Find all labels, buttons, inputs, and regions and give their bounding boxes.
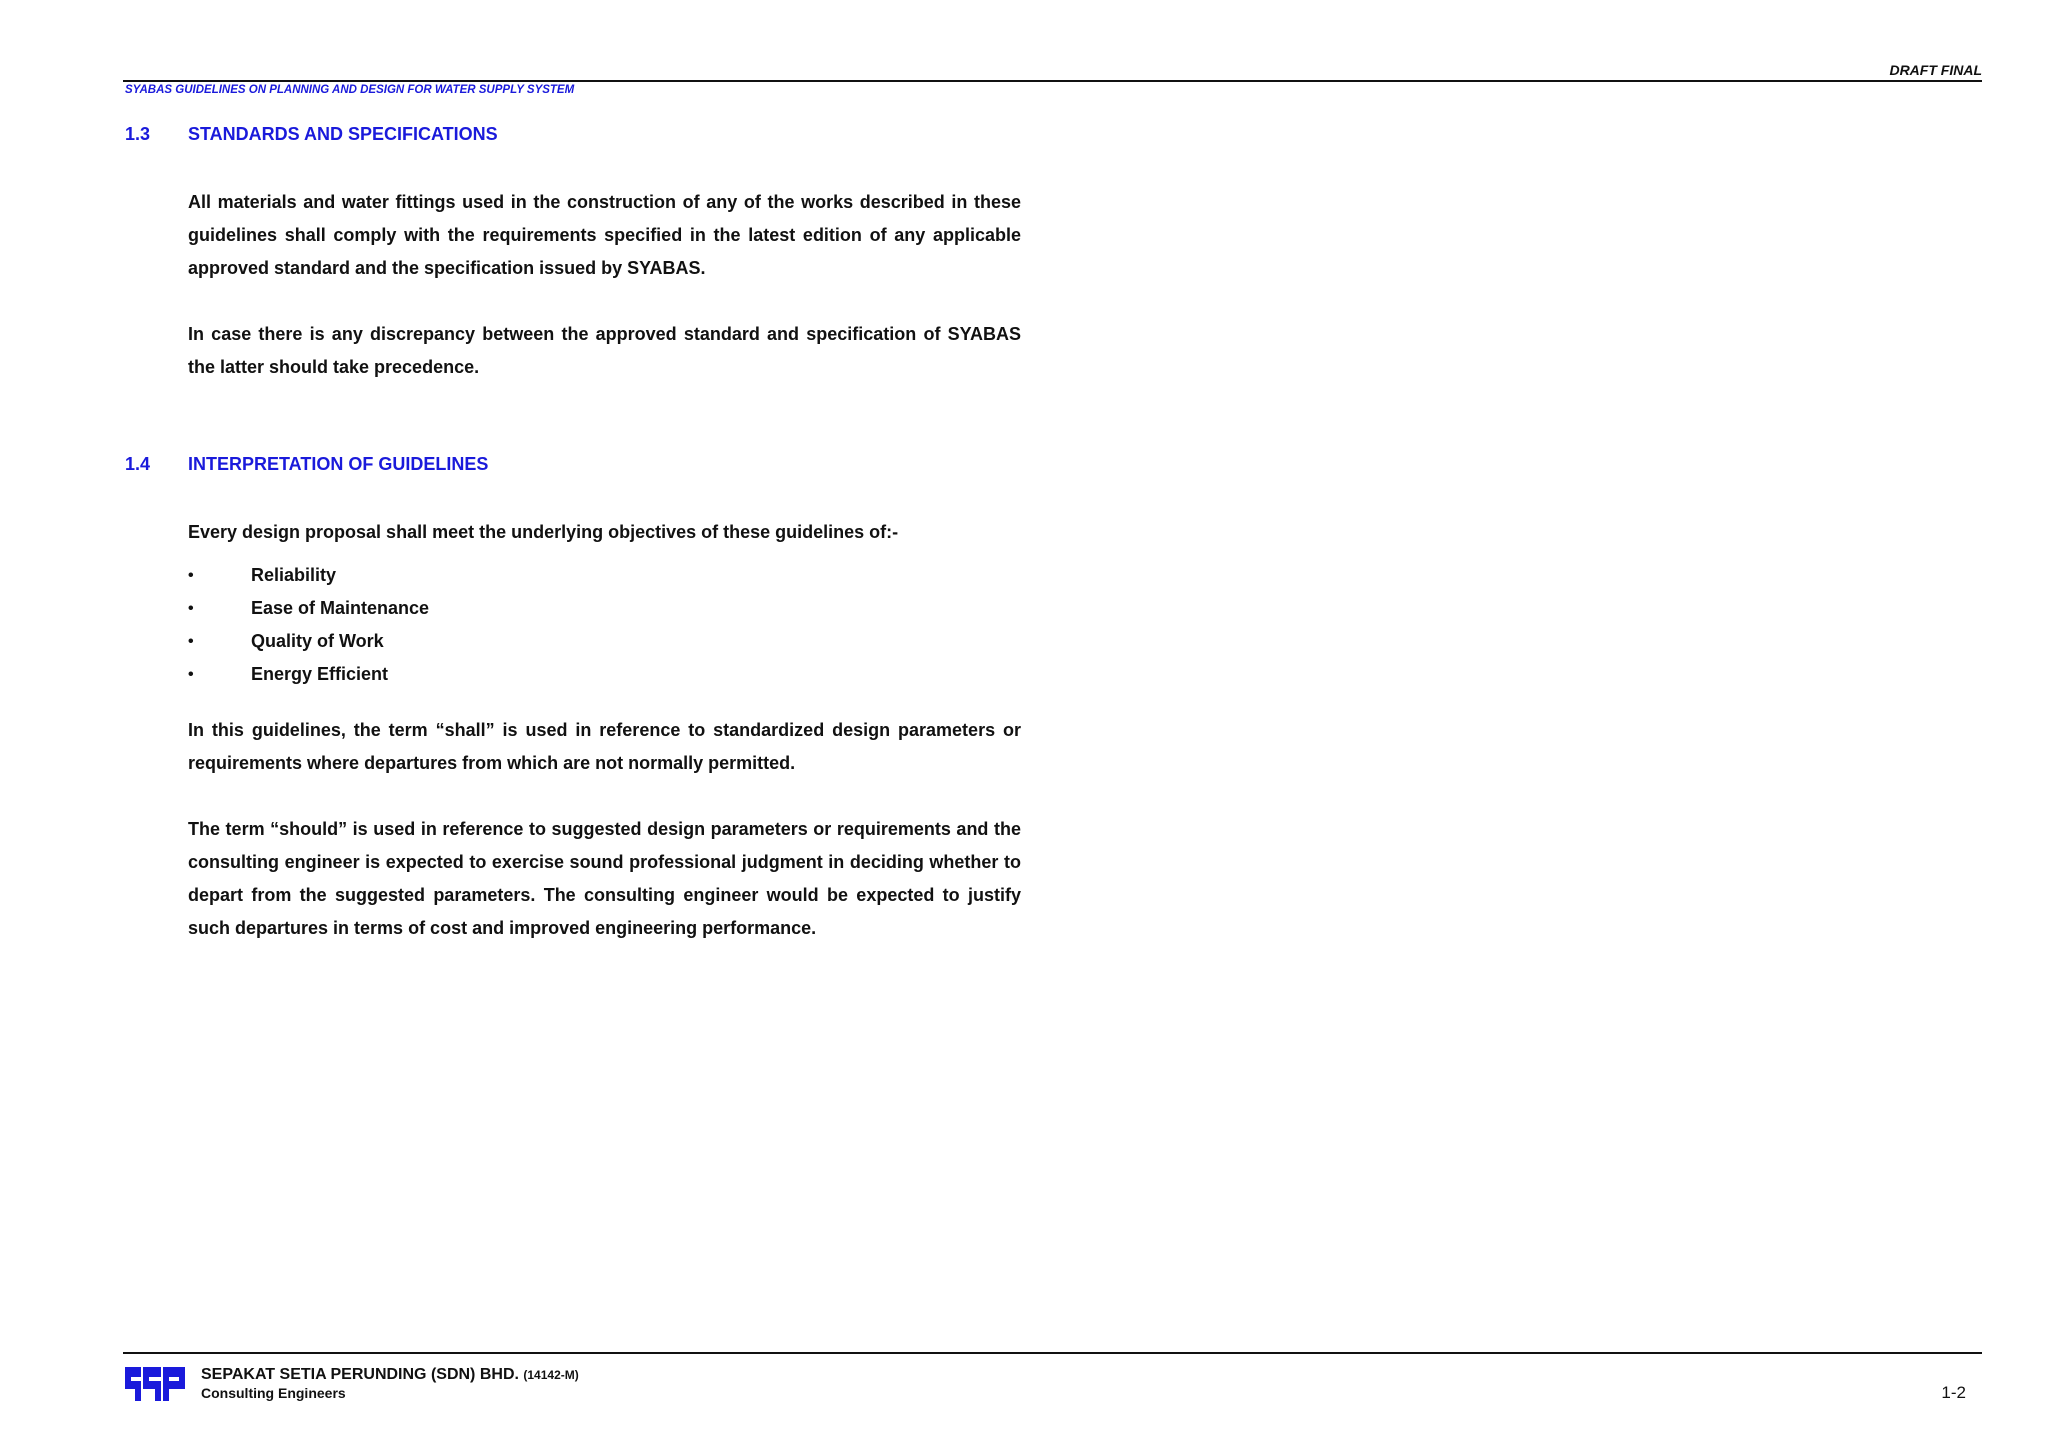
paragraph-shall-definition: In this guidelines, the term “shall” is used in reference to standardized design parameters or requirements where departures from which are not normally permitted. — [188, 720, 1021, 773]
list-item-label: Reliability — [251, 565, 337, 585]
paragraph-objectives-intro: Every design proposal shall meet the underlying objectives of these guidelines of:- — [188, 522, 899, 542]
list-item-label: Ease of Maintenance — [251, 598, 430, 618]
company-subtitle: Consulting Engineers — [201, 1385, 346, 1401]
section-title: STANDARDS AND SPECIFICATIONS — [188, 124, 498, 144]
section-number: 1.4 — [125, 454, 151, 474]
section-heading-1-3 — [125, 124, 498, 145]
bullet-icon: • — [188, 666, 194, 683]
section-title: INTERPRETATION OF GUIDELINES — [188, 454, 489, 474]
list-item — [188, 559, 429, 592]
footer-divider — [123, 1352, 1982, 1354]
header-divider — [123, 80, 1982, 82]
page-number: 1-2 — [1941, 1383, 1966, 1402]
bullet-icon: • — [188, 567, 194, 584]
company-name-text: SEPAKAT SETIA PERUNDING (SDN) BHD. — [201, 1366, 519, 1383]
list-item — [188, 592, 429, 625]
document-running-title: SYABAS GUIDELINES ON PLANNING AND DESIGN FOR WATER SUPPLY SYSTEM — [125, 84, 575, 96]
section-heading-1-4 — [125, 454, 488, 475]
paragraph-materials-compliance: All materials and water fittings used in the construction of any of the works described in these guidelines shall comply with the requirements specified in the latest edition of any applicable approved standard and the specification issued by SYABAS. — [188, 192, 1021, 278]
company-name — [201, 1366, 579, 1384]
bullet-icon: • — [188, 633, 194, 650]
paragraph-discrepancy: In case there is any discrepancy between the approved standard and specification of SYABAS the latter should take precedence. — [188, 324, 1021, 377]
company-registration: (14142-M) — [523, 1368, 579, 1382]
objectives-list — [188, 559, 429, 691]
list-item-label: Energy Efficient — [251, 664, 389, 684]
list-item — [188, 625, 429, 658]
section-number: 1.3 — [125, 124, 151, 144]
bullet-icon: • — [188, 600, 194, 617]
list-item-label: Quality of Work — [251, 631, 384, 651]
ssp-logo-icon — [125, 1367, 185, 1401]
paragraph-should-definition: The term “should” is used in reference to suggested design parameters or requirements and the consulting engineer is expected to exercise sound professional judgment in deciding whether to depart from the suggested parameters. The consulting engineer would be expected to justify such departures in terms of cost and improved engineering performance. — [188, 819, 1021, 938]
draft-final-label: DRAFT FINAL — [1889, 62, 1982, 78]
list-item — [188, 658, 429, 691]
